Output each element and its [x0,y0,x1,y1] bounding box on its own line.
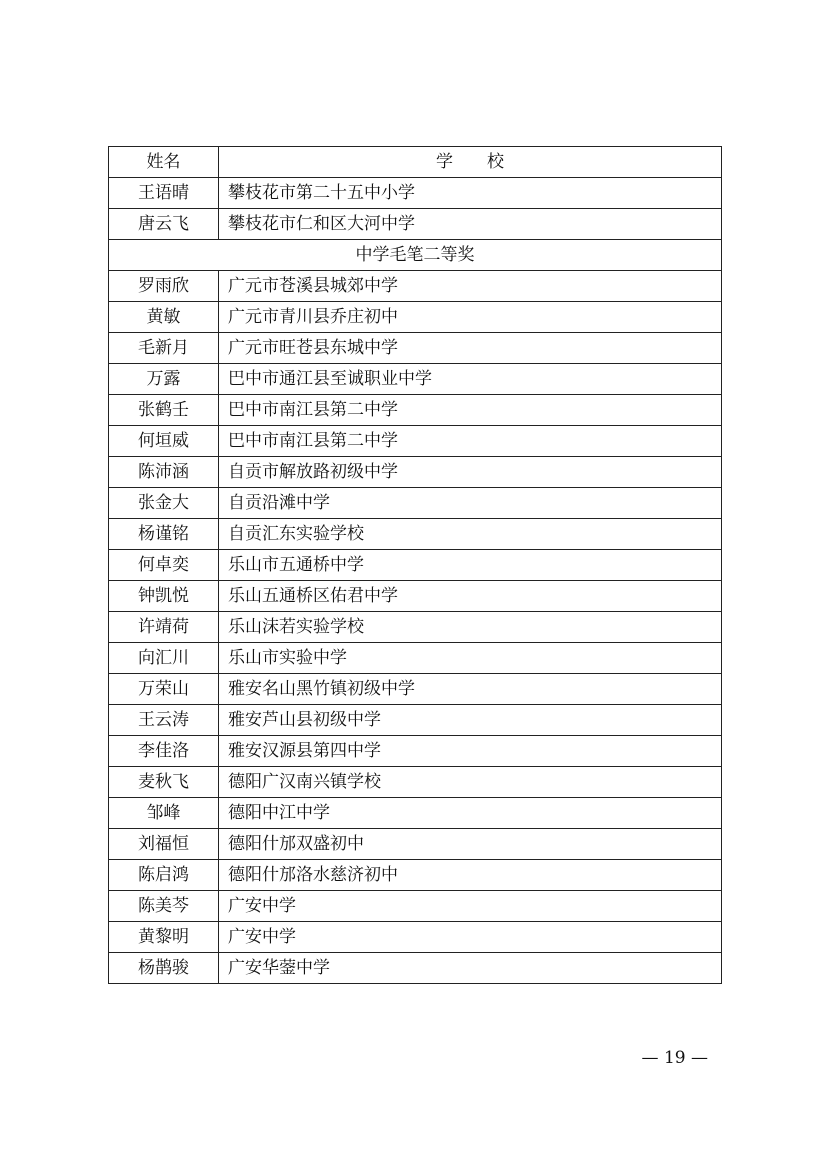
page-number: — 19 — [641,1048,708,1068]
student-name: 李佳洛 [109,736,219,767]
school-name: 攀枝花市第二十五中小学 [219,178,722,209]
school-name: 雅安汉源县第四中学 [219,736,722,767]
school-name: 德阳广汉南兴镇学校 [219,767,722,798]
school-name: 广安中学 [219,922,722,953]
student-name: 万露 [109,364,219,395]
school-name: 自贡汇东实验学校 [219,519,722,550]
table-row [109,798,722,829]
section-title: 中学毛笔二等奖 [109,240,722,271]
student-name: 王语晴 [109,178,219,209]
student-name: 麦秋飞 [109,767,219,798]
school-name: 广元市苍溪县城郊中学 [219,271,722,302]
school-name: 攀枝花市仁和区大河中学 [219,209,722,240]
student-name: 毛新月 [109,333,219,364]
award-table [108,146,722,984]
student-name: 张鹤壬 [109,395,219,426]
table-row [109,519,722,550]
school-name: 德阳什邡双盛初中 [219,829,722,860]
table-row [109,581,722,612]
student-name: 钟凯悦 [109,581,219,612]
school-name: 广元市青川县乔庄初中 [219,302,722,333]
header-name: 姓名 [109,147,219,178]
table-row [109,643,722,674]
table-row [109,736,722,767]
student-name: 陈美芩 [109,891,219,922]
table-row [109,767,722,798]
table-row [109,488,722,519]
table-row [109,674,722,705]
table-row [109,550,722,581]
table-body [109,147,722,984]
section-row [109,240,722,271]
table-row [109,364,722,395]
school-name: 德阳什邡洛水慈济初中 [219,860,722,891]
student-name: 陈启鸿 [109,860,219,891]
table-row [109,302,722,333]
student-name: 刘福恒 [109,829,219,860]
table-row [109,333,722,364]
student-name: 陈沛涵 [109,457,219,488]
student-name: 王云涛 [109,705,219,736]
student-name: 何卓奕 [109,550,219,581]
table-row [109,705,722,736]
school-name: 乐山五通桥区佑君中学 [219,581,722,612]
table-row [109,178,722,209]
school-name: 巴中市南江县第二中学 [219,395,722,426]
student-name: 黄黎明 [109,922,219,953]
student-name: 杨鹊骏 [109,953,219,984]
student-name: 向汇川 [109,643,219,674]
student-name: 黄敏 [109,302,219,333]
table-row [109,953,722,984]
school-name: 德阳中江中学 [219,798,722,829]
school-name: 自贡市解放路初级中学 [219,457,722,488]
school-name: 乐山沫若实验学校 [219,612,722,643]
school-name: 广安华蓥中学 [219,953,722,984]
student-name: 张金大 [109,488,219,519]
table-row [109,209,722,240]
school-name: 乐山市实验中学 [219,643,722,674]
table-row [109,829,722,860]
table-row [109,457,722,488]
school-name: 广元市旺苍县东城中学 [219,333,722,364]
table-row [109,426,722,457]
header-school: 学 校 [219,147,722,178]
table-row [109,612,722,643]
student-name: 罗雨欣 [109,271,219,302]
student-name: 杨谨铭 [109,519,219,550]
table-row [109,922,722,953]
student-name: 何垣威 [109,426,219,457]
table-row [109,395,722,426]
school-name: 乐山市五通桥中学 [219,550,722,581]
student-name: 邹峰 [109,798,219,829]
school-name: 自贡沿滩中学 [219,488,722,519]
student-name: 唐云飞 [109,209,219,240]
school-name: 广安中学 [219,891,722,922]
student-name: 万荣山 [109,674,219,705]
table-row [109,860,722,891]
school-name: 巴中市南江县第二中学 [219,426,722,457]
school-name: 巴中市通江县至诚职业中学 [219,364,722,395]
table-header-row [109,147,722,178]
table-row [109,271,722,302]
table-row [109,891,722,922]
school-name: 雅安芦山县初级中学 [219,705,722,736]
student-name: 许靖荷 [109,612,219,643]
school-name: 雅安名山黑竹镇初级中学 [219,674,722,705]
